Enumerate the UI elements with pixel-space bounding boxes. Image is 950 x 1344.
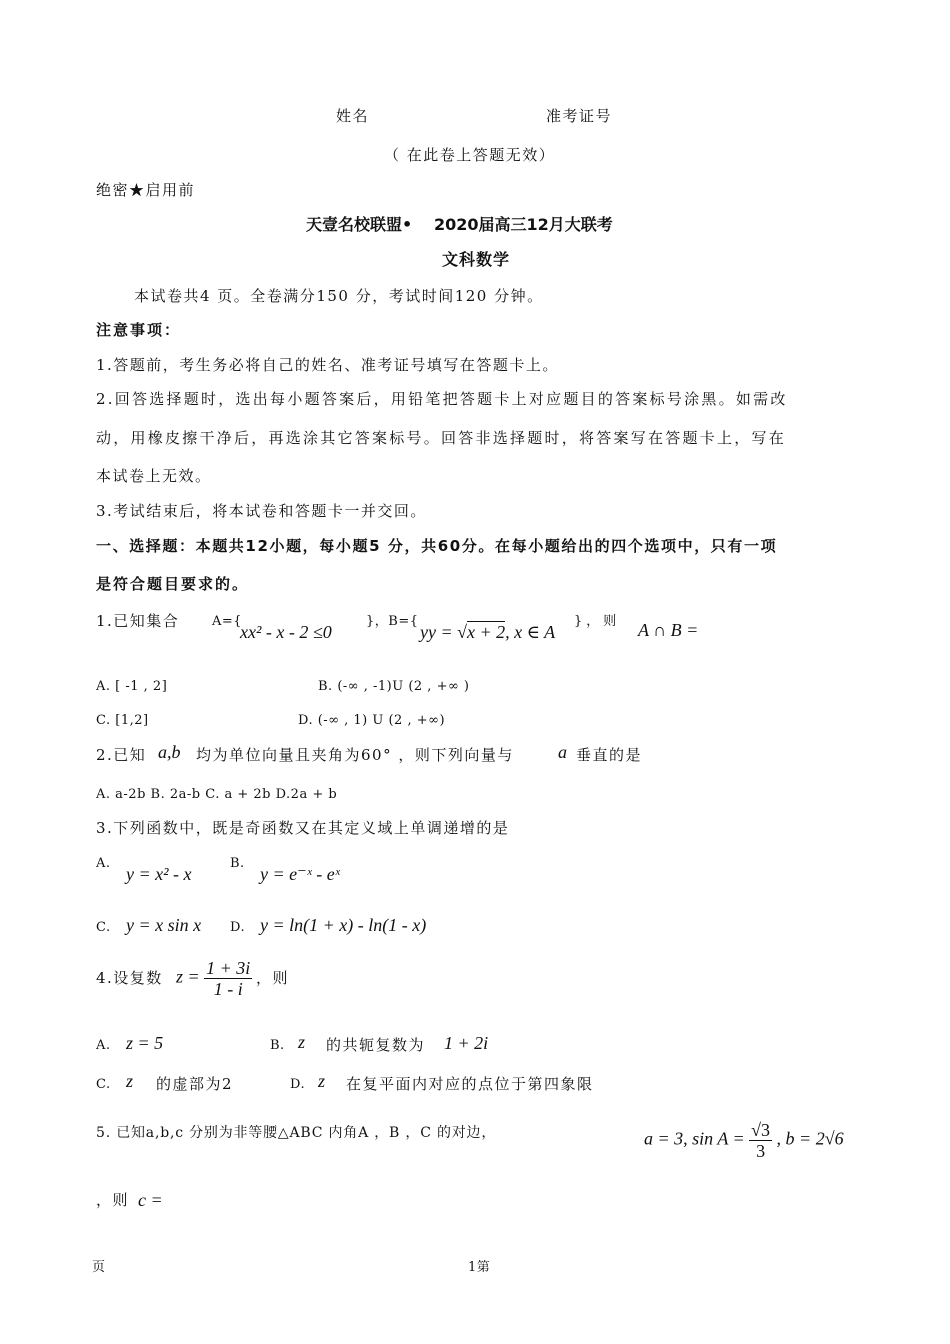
q1-set-a-open: A={ <box>212 614 243 629</box>
q4-option-b-label: B. <box>270 1038 285 1053</box>
q1-set-b-open: }，B={ <box>366 614 419 629</box>
q1-ask: A ∩ B = <box>638 620 699 640</box>
notes-heading: 注意事项： <box>96 321 182 339</box>
q1-option-d: D. (-∞ , 1) U (2 , +∞) <box>298 713 446 728</box>
q5-frac-num: √3 <box>751 1120 771 1140</box>
section1-line2: 是符合题目要求的。 <box>96 575 250 593</box>
q5-fraction <box>749 1120 772 1161</box>
q1-option-a: A. [ -1 , 2] <box>96 679 168 694</box>
q1-b-tail: , x ∈ A <box>505 622 556 642</box>
name-label: 姓名 <box>336 107 370 125</box>
q5-line2: ，则 <box>96 1191 130 1209</box>
note-item-3: 3.考试结束后，将本试卷和答题卡一并交回。 <box>96 502 427 520</box>
note-item-2-line2: 动，用橡皮擦干净后，再选涂其它答案标号。回答非选择题时，将答案写在答题卡上，写在 <box>96 429 787 447</box>
q4-option-b-text: 的共轭复数为 <box>326 1036 426 1054</box>
footer-page-number: 1第 <box>468 1260 491 1275</box>
q4-frac-den: 1 - i <box>213 979 243 999</box>
q1-option-b: B. (-∞ , -1)U (2 , +∞ ) <box>318 679 470 694</box>
invalid-note: （ 在此卷上答题无效） <box>384 146 556 164</box>
subject-title: 文科数学 <box>442 250 511 269</box>
q3-option-c-expr: y = x sin x <box>126 915 202 935</box>
q2-var-a: a <box>558 742 567 762</box>
q4-option-c-label: C. <box>96 1077 111 1092</box>
q5-lead: 5. 已知a,b,c 分别为非等腰△ABC 内角A ，B ，C 的对边， <box>96 1125 497 1141</box>
q4-expr <box>176 958 252 999</box>
q5-expr-b: , b = 2√6 <box>776 1128 844 1149</box>
q5-expr <box>644 1120 844 1161</box>
q4-tail: ，则 <box>256 969 290 987</box>
sqrt-icon: √ <box>457 622 468 642</box>
exam-title-main: 2020届高三12月大联考 <box>434 215 613 234</box>
q5-frac-den: 3 <box>756 1141 766 1161</box>
q2-tail: 垂直的是 <box>576 746 643 764</box>
section1-line1: 一、选择题：本题共12小题，每小题5 分，共60分。在每小题给出的四个选项中，只有一项 <box>96 537 778 555</box>
q4-frac-num: 1 + 3i <box>206 958 251 978</box>
q1-lead: 1.已知集合 <box>96 612 180 630</box>
q4-option-d-label: D. <box>290 1077 306 1092</box>
q4-z-eq: z = <box>176 966 200 987</box>
q1-set-close: }，则 <box>574 614 621 629</box>
q2-vars: a,b <box>158 742 181 762</box>
secret-label: 绝密★启用前 <box>96 181 196 199</box>
q4-lead: 4.设复数 <box>96 969 163 987</box>
q1-set-b-expr <box>420 622 555 643</box>
q4-option-c-z: z <box>126 1071 134 1091</box>
q3-stem: 3.下列函数中，既是奇函数又在其定义域上单调递增的是 <box>96 819 510 837</box>
note-item-2-line3: 本试卷上无效。 <box>96 467 212 485</box>
q3-option-d-expr: y = ln(1 + x) - ln(1 - x) <box>260 915 427 935</box>
q1-set-a-expr: xx² - x - 2 ≤0 <box>240 622 332 642</box>
exam-id-label: 准考证号 <box>546 107 613 125</box>
q3-option-b-label: B. <box>230 856 245 871</box>
q5-expr-a: a = 3, sin A = <box>644 1128 745 1149</box>
intro-text: 本试卷共4 页。全卷满分150 分，考试时间120 分钟。 <box>134 287 544 305</box>
q2-lead: 2.已知 <box>96 746 147 764</box>
q1-b-sqrt: x + 2 <box>467 622 506 642</box>
q4-option-d-text: 在复平面内对应的点位于第四象限 <box>346 1075 594 1093</box>
q3-option-d-label: D. <box>230 920 246 935</box>
q4-option-c-text: 的虚部为2 <box>156 1075 234 1093</box>
q3-option-c-label: C. <box>96 920 111 935</box>
q2-options: A. a-2b B. 2a-b C. a + 2b D.2a + b <box>96 787 338 802</box>
exam-title-prefix: 天壹名校联盟• <box>306 215 413 234</box>
footer-page-left: 页 <box>92 1260 106 1275</box>
note-item-1: 1.答题前，考生务必将自己的姓名、准考证号填写在答题卡上。 <box>96 356 559 374</box>
q4-option-d-z: z <box>318 1071 326 1091</box>
q5-ask: c = <box>138 1190 163 1210</box>
q4-fraction <box>204 958 252 999</box>
q3-option-a-label: A. <box>96 856 111 871</box>
q3-option-a-expr: y = x² - x <box>126 864 192 884</box>
q3-option-b-expr: y = e⁻ˣ - eˣ <box>260 864 340 884</box>
q1-b-y: yy = <box>420 622 453 642</box>
q4-option-b-z: z <box>298 1032 306 1052</box>
note-item-2-line1: 2.回答选择题时，选出每小题答案后，用铅笔把答题卡上对应题目的答案标号涂黑。如需改 <box>96 390 788 408</box>
q2-mid: 均为单位向量且夹角为60° ，则下列向量与 <box>196 746 514 764</box>
q4-option-a-label: A. <box>96 1038 111 1053</box>
q4-option-b-expr: 1 + 2i <box>444 1033 489 1053</box>
q1-option-c: C. [1,2] <box>96 713 149 728</box>
q4-option-a-expr: z = 5 <box>126 1033 164 1053</box>
